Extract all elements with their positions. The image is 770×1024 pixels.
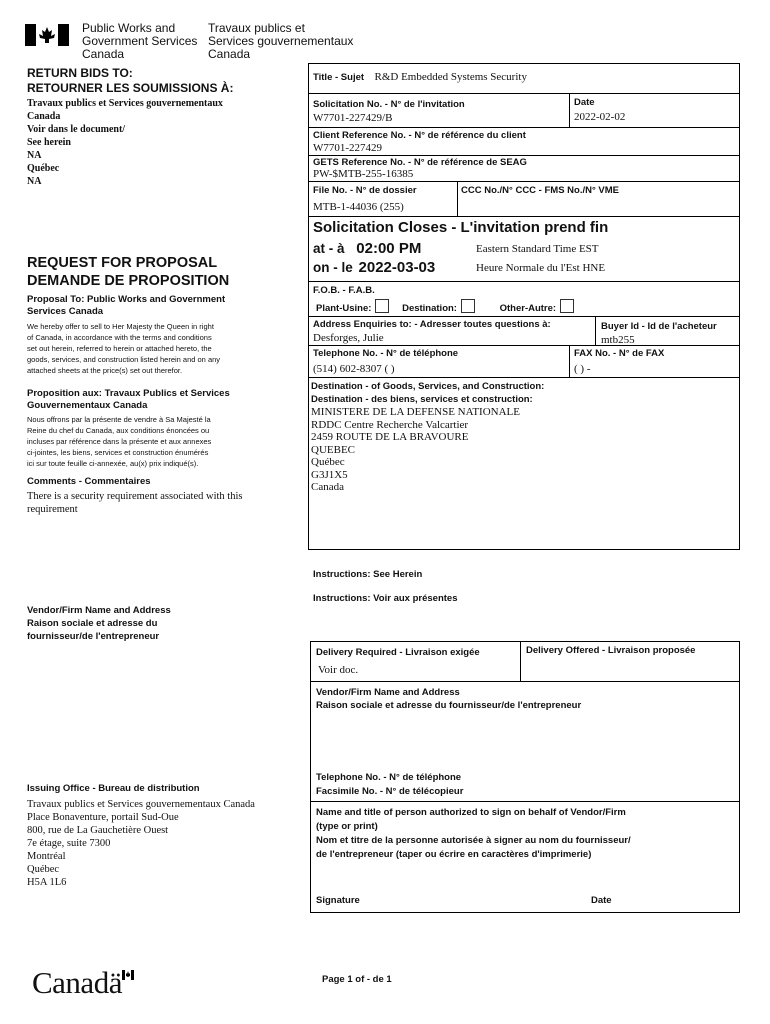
- gets-reference-label: GETS Reference No. - N° de référence de SEAG: [313, 157, 527, 168]
- delivery-required-label: Delivery Required - Livraison exigée: [316, 647, 480, 658]
- return-bids-heading: RETURN BIDS TO: RETOURNER LES SOUMISSIONS À:: [27, 66, 234, 95]
- buyer-id-label: Buyer Id - Id de l'acheteur: [601, 321, 717, 332]
- signature-label: Signature: [316, 895, 360, 906]
- enquiries-label: Address Enquiries to: - Adresser toutes questions à:: [313, 319, 551, 330]
- destination-address: MINISTERE DE LA DEFENSE NATIONALE RDDC Centre Recherche Valcartier 2459 ROUTE DE LA BRAVOURE QUEBEC Québec G3J1X5 Canada: [311, 406, 520, 493]
- instructions-fr: Instructions: Voir aux présentes: [313, 593, 458, 604]
- date-value: 2022-02-02: [574, 111, 626, 123]
- department-name-en: Public Works and Government Services Canada: [82, 21, 198, 61]
- timezone-en: Eastern Standard Time EST: [476, 243, 599, 255]
- canada-flag-icon: [25, 24, 69, 46]
- title-value: R&D Embedded Systems Security: [374, 71, 527, 83]
- issuing-office-label: Issuing Office - Bureau de distribution: [27, 783, 200, 794]
- destination-goods-label: Destination - of Goods, Services, and Construction: Destination - des biens, services et construction:: [311, 381, 545, 405]
- proposition-label: Proposition aux: Travaux Publics et Services Gouvernementaux Canada: [27, 388, 230, 411]
- closing-date-value: 2022-03-03: [358, 259, 436, 276]
- destination-checkbox[interactable]: [461, 299, 475, 313]
- title-row: [313, 67, 527, 85]
- title-label: Title - Sujet: [313, 72, 365, 83]
- wordmark-flag-icon: [122, 967, 134, 977]
- date-label: Date: [574, 97, 595, 108]
- vendor-contact-label: Telephone No. - N° de téléphone Facsimile No. - N° de télécopieur: [316, 772, 464, 797]
- department-name-fr: Travaux publics et Services gouvernementaux Canada: [208, 21, 354, 61]
- proposal-to-text: We hereby offer to sell to Her Majesty the Queen in right of Canada, in accordance with the terms and conditions set out herein, referred to herein or attached hereto, the goods, services, and construction listed herein and on any attached sheets at the price(s) set out therefor.: [27, 322, 221, 375]
- at-label: at - à: [313, 241, 345, 256]
- issuing-office-address: Travaux publics et Services gouvernementaux Canada Place Bonaventure, portail Sud-Oue 800, rue de La Gauchetière Ouest 7e étage, suite 7300 Montréal Québec H5A 1L6: [27, 799, 255, 888]
- fax-value: ( ) -: [574, 363, 591, 375]
- timezone-fr: Heure Normale du l'Est HNE: [476, 262, 606, 274]
- destination-label: Destination:: [402, 303, 457, 314]
- page-number: Page 1 of - de 1: [322, 974, 392, 985]
- solicitation-closes-heading: Solicitation Closes - L'invitation prend fin: [313, 219, 609, 236]
- other-checkbox[interactable]: [560, 299, 574, 313]
- closing-time-value: 02:00 PM: [356, 240, 422, 257]
- closing-date-row: [313, 259, 435, 276]
- fax-label: FAX No. - N° de FAX: [574, 348, 665, 359]
- client-reference-label: Client Reference No. - N° de référence du client: [313, 130, 526, 141]
- return-address: Travaux publics et Services gouvernementaux Canada Voir dans le document/ See herein NA Québec NA: [27, 98, 223, 187]
- proposal-to-label: Proposal To: Public Works and Government Services Canada: [27, 294, 226, 317]
- solicitation-number-label: Solicitation No. - N° de l'invitation: [313, 99, 465, 110]
- on-label: on - le: [313, 260, 353, 275]
- solicitation-number-value: W7701-227429/B: [313, 112, 393, 124]
- buyer-id-value: mtb255: [601, 334, 635, 346]
- telephone-label: Telephone No. - N° de téléphone: [313, 348, 459, 359]
- canada-wordmark: Canadä: [32, 965, 122, 1000]
- file-number-value: MTB-1-44036 (255): [313, 201, 404, 213]
- delivery-offered-label: Delivery Offered - Livraison proposée: [526, 645, 696, 656]
- closing-time-row: [313, 240, 421, 257]
- plant-checkbox[interactable]: [375, 299, 389, 313]
- file-number-label: File No. - N° de dossier: [313, 185, 417, 196]
- fob-options: [316, 299, 584, 315]
- comments-text: There is a security requirement associated with this requirement: [27, 491, 243, 515]
- telephone-value: (514) 602-8307 ( ): [313, 363, 395, 375]
- vendor-label-left: Vendor/Firm Name and Address Raison sociale et adresse du fournisseur/de l'entrepreneur: [27, 605, 171, 642]
- instructions-en: Instructions: See Herein: [313, 569, 423, 580]
- proposition-text: Nous offrons par la présente de vendre à Sa Majesté la Reine du chef du Canada, aux conditions énoncées ou incluses par référence dans la présente et aux annexes ci-jointes, les biens, services et construction énumérés ici sur toute feuille ci-annexée, au(x) prix indiqué(s).: [27, 415, 212, 468]
- signature-date-label: Date: [591, 895, 612, 906]
- enquiries-value: Desforges, Julie: [313, 332, 384, 344]
- plant-label: Plant-Usine:: [316, 303, 372, 314]
- request-for-proposal-title: REQUEST FOR PROPOSAL DEMANDE DE PROPOSITION: [27, 255, 230, 289]
- gets-reference-value: PW-$MTB-255-16385: [313, 168, 414, 180]
- ccc-number-label: CCC No./N° CCC - FMS No./N° VME: [461, 185, 620, 196]
- client-reference-value: W7701-227429: [313, 142, 383, 154]
- authorized-signer-label: Name and title of person authorized to sign on behalf of Vendor/Firm (type or print) Nom et titre de la personne autorisée à signer au nom du fournisseur/ de l'entrepreneur (taper ou écrire en caractères d'imprimerie): [316, 807, 631, 860]
- vendor-name-label: Vendor/Firm Name and Address Raison sociale et adresse du fournisseur/de l'entrepreneur: [316, 687, 582, 711]
- fob-label: F.O.B. - F.A.B.: [313, 285, 375, 296]
- comments-label: Comments - Commentaires: [27, 476, 151, 487]
- other-label: Other-Autre:: [499, 303, 557, 314]
- delivery-required-value: Voir doc.: [318, 664, 359, 676]
